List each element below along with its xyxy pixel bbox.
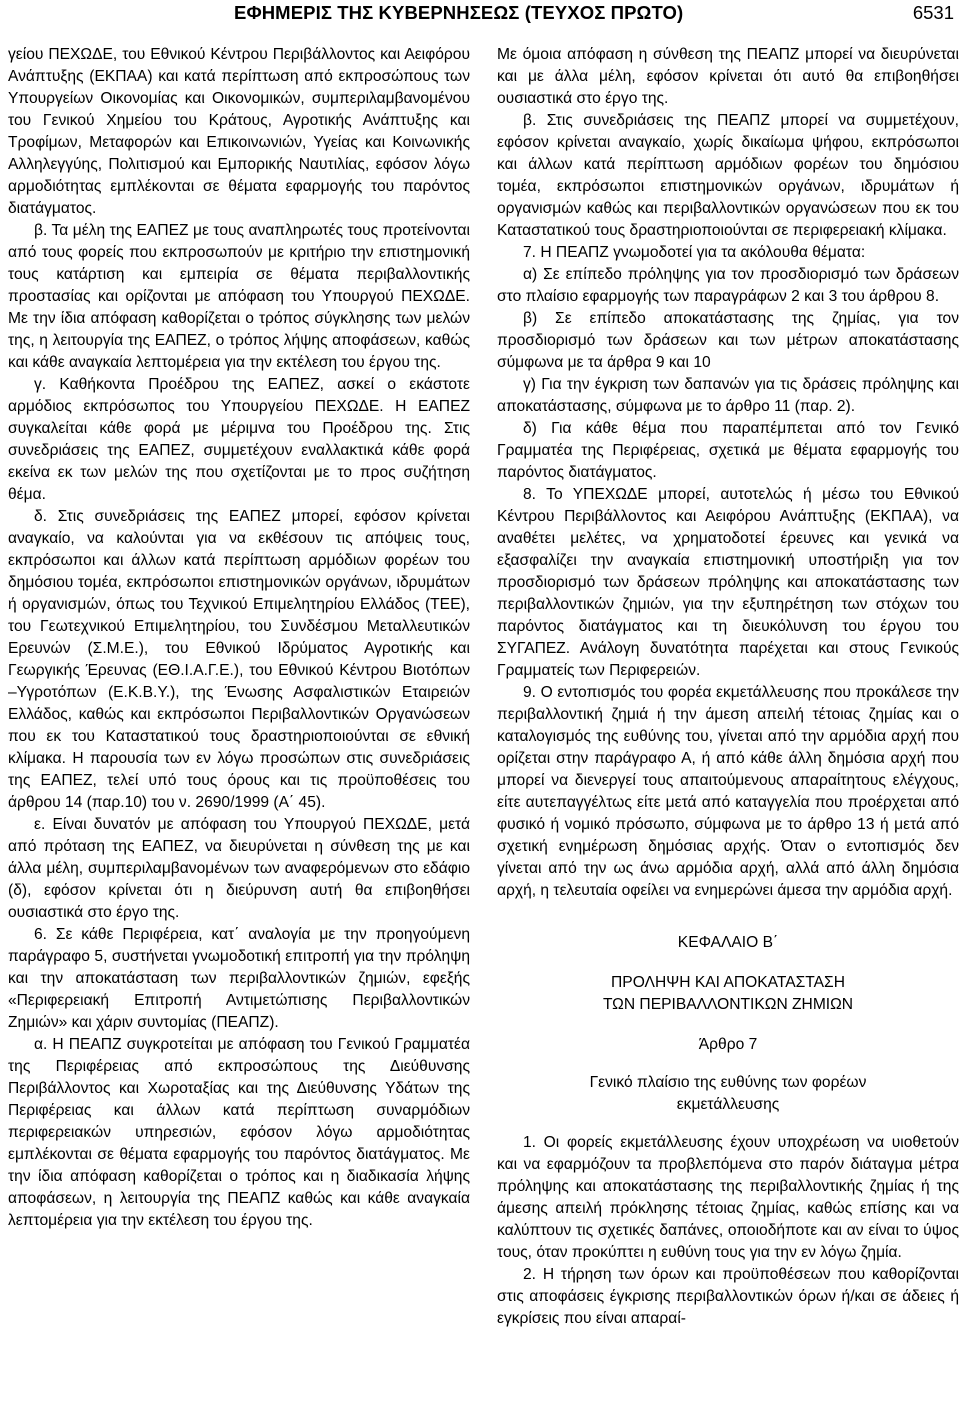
page-number: 6531 <box>912 2 954 23</box>
paragraph: γ) Για την έγκριση των δαπανών για τις δράσεις πρόληψης και αποκατάστασης, σύμφωνα με το άρθρο 11 (παρ. 2). <box>497 376 959 415</box>
paragraph: α) Σε επίπεδο πρόληψης για τον προσδιορισμό των δράσεων στο πλαίσιο εφαρμογής των παραγράφων 2 και 3 του άρθρου 8. <box>497 266 959 305</box>
page-header <box>0 2 960 28</box>
paragraph: Με όμοια απόφαση η σύνθεση της ΠΕΑΠΖ μπορεί να διευρύνεται και με άλλα μέλη, εφόσον κρίνεται ότι αυτό θα επιβοηθήσει ουσιαστικά στο έργο της. <box>497 46 959 107</box>
paragraph: ε. Είναι δυνατόν με απόφαση του Υπουργού ΠΕΧΩΔΕ, μετά από πρόταση της ΕΑΠΕΖ, να διευρύνεται η σύνθεση της με και άλλα μέλη, συμπεριλαμβανομένων των αναφερόμενων στο εδάφιο (δ), εφόσον κρίνεται ότι η διεύρυνση αυτή θα επιβοηθήσει ουσιαστικά στο έργο της. <box>8 816 470 921</box>
chapter-title-line-2: ΤΩΝ ΠΕΡΙΒΑΛΛΟΝΤΙΚΩΝ ΖΗΜΙΩΝ <box>602 996 854 1013</box>
paragraph: γ. Καθήκοντα Προέδρου της ΕΑΠΕΖ, ασκεί ο εκάστοτε αρμόδιος εκπρόσωπος του Υπουργείου ΠΕΧΩΔΕ. Η ΕΑΠΕΖ συγκαλείται κάθε φορά με μέριμνα του Προέδρου της. Στις συνεδριάσεις της ΕΑΠΕΖ, συμμετέχουν εναλλακτικά κάθε φορά εκείνα εκ των μελών της που σχετίζονται με το προς συζήτηση θέμα. <box>8 376 470 503</box>
paragraph: β. Στις συνεδριάσεις της ΠΕΑΠΖ μπορεί να συμμετέχουν, εφόσον κρίνεται αναγκαίο, χωρίς δικαίωμα ψήφου, εκπρόσωποι και άλλων κατά περίπτωση αρμόδιων φορέων του δημόσιου τομέα, εκπρόσωποι επιστημονικών οργάνων, ιδρυμάτων ή οργανισμών καθώς και περιβαλλοντικών οργανώσεων που εκ του Καταστατικού τους δραστηριοποιούνται σε περιφερειακή κλίμακα. <box>497 112 959 239</box>
article-subject-line-1: Γενικό πλαίσιο της ευθύνης των φορέων <box>589 1074 867 1091</box>
paragraph: 7. Η ΠΕΑΠΖ γνωμοδοτεί για τα ακόλουθα θέματα: <box>523 244 866 261</box>
paragraph: δ) Για κάθε θέμα που παραπέμπεται από τον Γενικό Γραμματέα της Περιφέρειας, σχετικά με θέματα εφαρμογής του παρόντος διατάγματος. <box>497 420 959 481</box>
paragraph: 9. Ο εντοπισμός του φορέα εκμετάλλευσης που προκάλεσε την περιβαλλοντική ζημιά ή την άμεση απειλή τέτοιας ζημίας και ο καταλογισμός της ευθύνης του, γίνεται από την αρμόδια αρχή που ορίζεται στην παράγραφο Α, ή από κάθε άλλη δημόσια αρχή που μπορεί να διενεργεί τους απαιτούμενους απαραίτητους ελέγχους, είτε αυτεπαγγέλτως είτε μετά από καταγγελία που προέρχεται από φυσικό ή νομικό πρόσωπο, σύμφωνα με το άρθρο 13 ή μετά από σχετική ενημέρωση δημόσιας αρχής. Όταν ο εντοπισμός δεν γίνεται από την ως άνω αρμόδια αρχή, αλλά από άλλη δημόσια αρχή, η τελευταία οφείλει να ενημερώνει άμεσα την αρμόδια αρχή. <box>497 684 959 899</box>
article-heading: Άρθρο 7 <box>698 1036 758 1053</box>
paragraph: 1. Οι φορείς εκμετάλλευσης έχουν υποχρέωση να υιοθετούν και να εφαρμόζουν τα προβλεπόμενα στο παρόν διάταγμα μέτρα πρόληψης και αποκατάστασης της περιβαλλοντικής ζημίας ή της άμεσης απειλή πρόκλησης τέτοιας ζημίας, καθώς επίσης και να καλύπτουν τις σχετικές δαπάνες, οποιοδήποτε και αν είναι το ύψος τους, όταν προκύπτει η ευθύνη τους για την εν λόγω ζημία. <box>497 1134 959 1261</box>
chapter-title-line-1: ΠΡΟΛΗΨΗ ΚΑΙ ΑΠΟΚΑΤΑΣΤΑΣΗ <box>611 974 845 991</box>
chapter-heading: ΚΕΦΑΛΑΙΟ Β΄ <box>677 934 779 951</box>
paragraph: β. Τα μέλη της ΕΑΠΕΖ με τους αναπληρωτές τους προτείνονται από τους φορείς που εκπροσωπούν με κριτήριο την επιστημονική τους κατάρτιση και εμπειρία σε θέματα περιβαλλοντικής προστασίας και ορίζονται με απόφαση του Υπουργού ΠΕΧΩΔΕ. Με την ίδια απόφαση καθορίζεται ο τρόπος σύγκλησης των μελών της, η λειτουργία της ΕΑΠΕΖ, ο τρόπος λήψης αποφάσεων, καθώς και κάθε αναγκαία λεπτομέρεια για την εκτέλεση του έργου της. <box>8 222 470 371</box>
paragraph: 8. Το ΥΠΕΧΩΔΕ μπορεί, αυτοτελώς ή μέσω του Εθνικού Κέντρου Περιβάλλοντος και Αειφόρου Ανάπτυξης (ΕΚΠΑΑ), να αναθέτει μελέτες, να χρηματοδοτεί έρευνες και γενικά να εξασφαλίζει την αναγκαία επιστημονική υποστήριξη για τον προσδιορισμό των δράσεων πρόληψης και αποκατάστασης των περιβαλλοντικών ζημιών, για την εξυπηρέτηση των στόχων του παρόντος διατάγματος και τη διευκόλυνση του έργου του ΣΥΓΑΠΕΖ. Ανάλογη δυνατότητα παρέχεται και στους Γενικούς Γραμματείς των Περιφερειών. <box>497 486 959 679</box>
left-column <box>8 44 470 1232</box>
paragraph: 6. Σε κάθε Περιφέρεια, κατ΄ αναλογία με την προηγούμενη παράγραφο 5, συστήνεται γνωμοδοτική επιτροπή για την πρόληψη και την αποκατάσταση των περιβαλλοντικών ζημιών, εφεξής «Περιφερειακή Επιτροπή Αντιμετώπισης Περιβαλλοντικών Ζημιών» και χάριν συντομίας (ΠΕΑΠΖ). <box>8 926 470 1031</box>
paragraph: γείου ΠΕΧΩΔΕ, του Εθνικού Κέντρου Περιβάλλοντος και Αειφόρου Ανάπτυξης (ΕΚΠΑΑ) και κατά περίπτωση από εκπροσώπους των Υπουργείων Οικονομίας και Οικονομικών, συμπεριλαμβανομένου του Γενικού Χημείου του Κράτους, Αγροτικής Ανάπτυξης και Τροφίμων, Μεταφορών και Επικοινωνιών, Υγείας και Κοινωνικής Αλληλεγγύης, Πολιτισμού και Εμπορικής Ναυτιλίας, εφόσον λόγω αρμοδιότητας εμπλέκονται σε θέματα εφαρμογής του παρόντος διατάγματος. <box>8 46 470 217</box>
paragraph: α. Η ΠΕΑΠΖ συγκροτείται με απόφαση του Γενικού Γραμματέα της Περιφέρειας από εκπροσώπους της Διεύθυνσης Περιβάλλοντος και Χωροταξίας και της Διεύθυνσης Υδάτων της Περιφέρειας και άλλων κατά περίπτωση συναρμόδιων περιφερειακών υπηρεσιών, εφόσον λόγω αρμοδιότητας εμπλέκονται σε θέματα εφαρμογής του παρόντος διατάγματος. Με την ίδια απόφαση καθορίζεται ο τρόπος και η διαδικασία λήψης αποφάσεων, η λειτουργία της ΠΕΑΠΖ καθώς και κάθε αναγκαία λεπτομέρεια για την εκτέλεση του έργου της. <box>8 1036 470 1229</box>
paragraph: δ. Στις συνεδριάσεις της ΕΑΠΕΖ μπορεί, εφόσον κρίνεται αναγκαίο, να καλούνται για να εκθέσουν τις απόψεις τους, εκπρόσωποι και άλλων κατά περίπτωση αρμόδιων φορέων του δημόσιου τομέα, εκπρόσωποι επιστημονικών οργάνων, ιδρυμάτων ή οργανισμών, όπως του Τεχνικού Επιμελητηρίου Ελλάδος (ΤΕΕ), του Γεωτεχνικού Επιμελητηρίου, του Συνδέσμου Μεταλλευτικών Ερευνών (Σ.Μ.Ε.), του Εθνικού Ιδρύματος Αγροτικής και Γεωργικής Έρευνας (ΕΘ.Ι.Α.Γ.Ε.), του Εθνικού Κέντρου Βιοτόπων –Υγροτόπων (Ε.Κ.Β.Υ.), της Ένωσης Ασφαλιστικών Εταιρειών Ελλάδος, καθώς και εκπρόσωποι Περιβαλλοντικών Οργανώσεων που εκ του Καταστατικού τους δραστηριοποιούνται σε εθνική κλίμακα. Η παρουσία των εν λόγω προσώπων στις συνεδριάσεις της ΕΑΠΕΖ, τελεί υπό τους όρους και τις προϋποθέσεις του άρθρου 14 (παρ.10) του ν. 2690/1999 (Α΄ 45). <box>8 508 470 811</box>
right-column <box>497 44 959 1330</box>
gazette-title: ΕΦΗΜΕΡΙΣ ΤΗΣ ΚΥΒΕΡΝΗΣΕΩΣ (ΤΕΥΧΟΣ ΠΡΩΤΟ) <box>234 2 684 23</box>
paragraph: β) Σε επίπεδο αποκατάστασης της ζημίας, για τον προσδιορισμό των δράσεων και των μέτρων αποκατάστασης σύμφωνα με τα άρθρα 9 και 10 <box>497 310 959 371</box>
article-subject-line-2: εκμετάλλευσης <box>676 1096 780 1113</box>
paragraph: 2. Η τήρηση των όρων και προϋποθέσεων που καθορίζονται στις αποφάσεις έγκρισης περιβαλλοντικών όρων ή/και σε άδειες ή εγκρίσεις που είναι απαραί- <box>497 1266 959 1327</box>
